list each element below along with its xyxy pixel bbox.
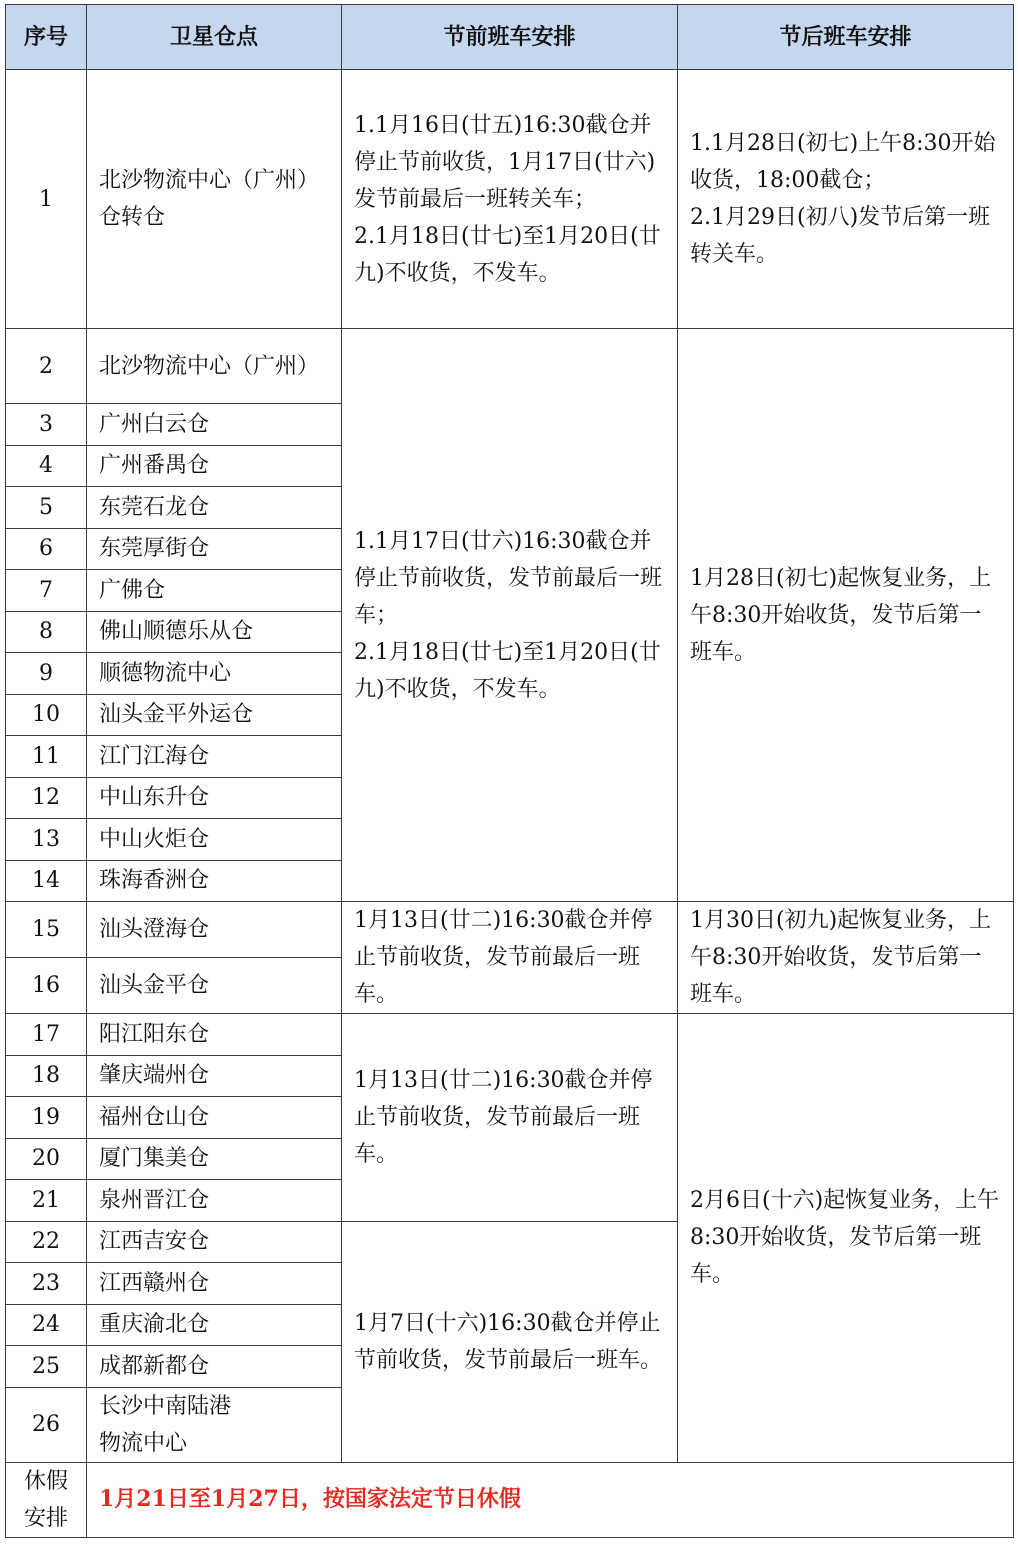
warehouse-name: 阳江阳东仓 (87, 1014, 342, 1056)
warehouse-name: 肇庆端州仓 (87, 1055, 342, 1097)
warehouse-name: 中山东升仓 (87, 777, 342, 819)
row-index: 17 (6, 1014, 87, 1056)
warehouse-name: 福州仓山仓 (87, 1097, 342, 1139)
row-index: 19 (6, 1097, 87, 1139)
warehouse-name: 顺德物流中心 (87, 653, 342, 695)
header-row (6, 5, 1014, 70)
row-index: 24 (6, 1304, 87, 1346)
warehouse-name: 广州番禺仓 (87, 445, 342, 487)
warehouse-name: 江西吉安仓 (87, 1221, 342, 1263)
warehouse-name: 泉州晋江仓 (87, 1180, 342, 1222)
header-post-holiday: 节后班车安排 (678, 5, 1014, 70)
pre-holiday-schedule: 1.1月17日(廿六)16:30截仓并停止节前收货，发节前最后一班车； 2.1月18日(廿七)至1月20日(廿九)不收货，不发车。 (342, 329, 678, 902)
warehouse-name: 珠海香洲仓 (87, 860, 342, 902)
pre-holiday-schedule: 1月13日(廿二)16:30截仓并停止节前收货，发节前最后一班车。 (342, 902, 678, 1014)
schedule-table (5, 4, 1014, 1538)
post-holiday-schedule: 1月28日(初七)起恢复业务，上午8:30开始收货，发节后第一班车。 (678, 329, 1014, 902)
warehouse-name: 重庆渝北仓 (87, 1304, 342, 1346)
table-row (6, 902, 1014, 958)
pre-holiday-schedule: 1月13日(廿二)16:30截仓并停止节前收货，发节前最后一班车。 (342, 1014, 678, 1222)
holiday-row (6, 1462, 1014, 1537)
warehouse-name: 江西赣州仓 (87, 1263, 342, 1305)
row-index: 26 (6, 1387, 87, 1462)
warehouse-name: 中山火炬仓 (87, 819, 342, 861)
row-index: 25 (6, 1346, 87, 1388)
header-index: 序号 (6, 5, 87, 70)
row-index: 16 (6, 958, 87, 1014)
warehouse-name: 成都新都仓 (87, 1346, 342, 1388)
post-holiday-schedule: 1.1月28日(初七)上午8:30开始收货，18:00截仓； 2.1月29日(初八)发节后第一班转关车。 (678, 70, 1014, 329)
row-index: 18 (6, 1055, 87, 1097)
warehouse-name: 东莞厚街仓 (87, 528, 342, 570)
table-row (6, 1014, 1014, 1056)
post-holiday-schedule: 1月30日(初九)起恢复业务，上午8:30开始收货，发节后第一班车。 (678, 902, 1014, 1014)
holiday-text: 1月21日至1月27日，按国家法定节日休假 (87, 1462, 1014, 1537)
row-index: 21 (6, 1180, 87, 1222)
warehouse-name: 汕头金平外运仓 (87, 694, 342, 736)
row-index: 6 (6, 528, 87, 570)
row-index: 2 (6, 329, 87, 404)
row-index: 1 (6, 70, 87, 329)
row-index: 7 (6, 570, 87, 612)
row-index: 10 (6, 694, 87, 736)
warehouse-name: 广州白云仓 (87, 404, 342, 446)
row-index: 3 (6, 404, 87, 446)
pre-holiday-schedule: 1月7日(十六)16:30截仓并停止节前收货，发节前最后一班车。 (342, 1221, 678, 1462)
row-index: 12 (6, 777, 87, 819)
warehouse-name: 北沙物流中心（广州） (87, 329, 342, 404)
row-index: 15 (6, 902, 87, 958)
holiday-label: 休假 安排 (6, 1462, 87, 1537)
warehouse-name: 汕头澄海仓 (87, 902, 342, 958)
table-row (6, 70, 1014, 329)
row-index: 13 (6, 819, 87, 861)
table-row (6, 329, 1014, 404)
header-warehouse: 卫星仓点 (87, 5, 342, 70)
warehouse-name: 厦门集美仓 (87, 1138, 342, 1180)
row-index: 8 (6, 611, 87, 653)
row-index: 14 (6, 860, 87, 902)
row-index: 4 (6, 445, 87, 487)
row-index: 9 (6, 653, 87, 695)
warehouse-name: 东莞石龙仓 (87, 487, 342, 529)
post-holiday-schedule: 2月6日(十六)起恢复业务，上午8:30开始收货，发节后第一班车。 (678, 1014, 1014, 1463)
row-index: 11 (6, 736, 87, 778)
row-index: 5 (6, 487, 87, 529)
warehouse-name: 江门江海仓 (87, 736, 342, 778)
warehouse-name: 长沙中南陆港 物流中心 (87, 1387, 342, 1462)
warehouse-name: 北沙物流中心（广州） 仓转仓 (87, 70, 342, 329)
warehouse-name: 佛山顺德乐从仓 (87, 611, 342, 653)
row-index: 22 (6, 1221, 87, 1263)
pre-holiday-schedule: 1.1月16日(廿五)16:30截仓并停止节前收货，1月17日(廿六)发节前最后一班转关车； 2.1月18日(廿七)至1月20日(廿九)不收货，不发车。 (342, 70, 678, 329)
header-pre-holiday: 节前班车安排 (342, 5, 678, 70)
row-index: 20 (6, 1138, 87, 1180)
warehouse-name: 广佛仓 (87, 570, 342, 612)
warehouse-name: 汕头金平仓 (87, 958, 342, 1014)
row-index: 23 (6, 1263, 87, 1305)
